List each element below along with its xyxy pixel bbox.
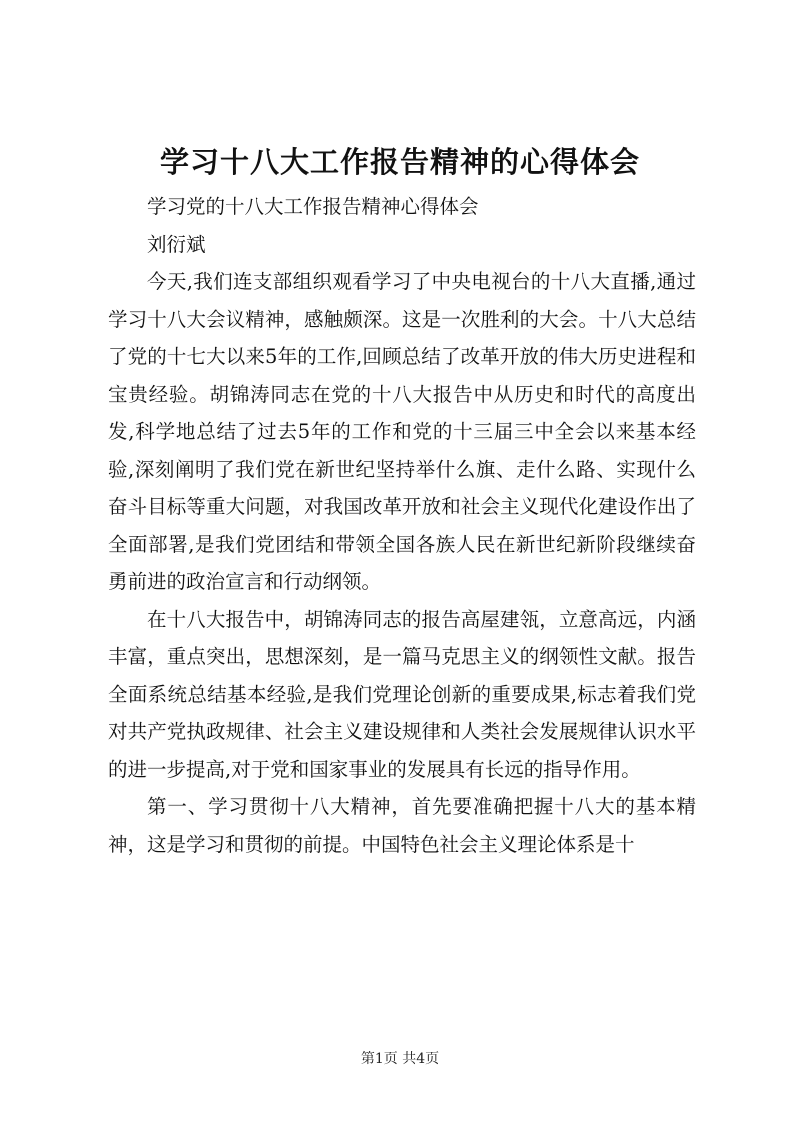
paragraph: 在十八大报告中，胡锦涛同志的报告高屋建瓴，立意高远，内涵丰富，重点突出，思想深刻，是一篇马克思主义的纲领性文献。报告全面系统总结基本经验,是我们党理论创新的重要成果,标志着我们党对共产党执政规律、社会主义建设规律和人类社会发展规律认识水平的进一步提高,对于党和国家事业的发展具有长远的指导作用。 xyxy=(108,607,696,781)
document-title: 学习十八大工作报告精神的心得体会 xyxy=(159,145,640,179)
paragraph: 今天,我们连支部组织观看学习了中央电视台的十八大直播,通过学习十八大会议精神，感触颇深。这是一次胜利的大会。十八大总结了党的十七大以来5年的工作,回顾总结了改革开放的伟大历史进程和宝贵经验。胡锦涛同志在党的十八大报告中从历史和时代的高度出发,科学地总结了过去5年的工作和党的十三届三中全会以来基本经验,深刻阐明了我们党在新世纪坚持举什么旗、走什么路、实现什么奋斗目标等重大问题，对我国改革开放和社会主义现代化建设作出了全面部署,是我们党团结和带领全国各族人民在新世纪新阶段继续奋勇前进的政治宣言和行动纲领。 xyxy=(108,270,696,593)
document-body xyxy=(108,188,696,863)
paragraph: 第一、学习贯彻十八大精神，首先要准确把握十八大的基本精神，这是学习和贯彻的前提。中国特色社会主义理论体系是十 xyxy=(108,795,696,856)
page-footer: 第1页 共4页 xyxy=(360,1051,440,1067)
document-author: 刘衍斌 xyxy=(147,232,206,256)
document-subtitle: 学习党的十八大工作报告精神心得体会 xyxy=(147,195,479,218)
